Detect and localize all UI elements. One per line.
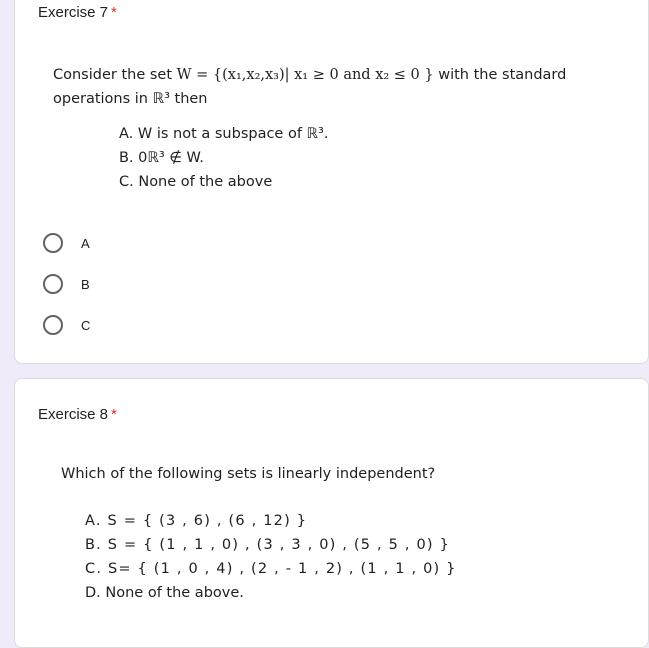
statement-a: A. W is not a subspace of ℝ³. (119, 126, 329, 142)
radio-circle-icon[interactable] (43, 233, 63, 253)
question-title: Exercise 8 * (38, 406, 117, 423)
statement-b: B. 0ℝ³ ∉ W. (119, 150, 204, 166)
radio-label-c: C (81, 317, 91, 333)
set-definition: W = {(x₁,x₂,x₃)| x₁ ≥ 0 and x₂ ≤ 0 } (176, 67, 434, 83)
radio-circle-icon[interactable] (43, 315, 63, 335)
statement-c: C. None of the above (119, 174, 273, 190)
statement-b: B. S = { (1 , 1 , 0) , (3 , 3 , 0) , (5 , 5 , 0) } (85, 537, 450, 553)
statement-c: C. S= { (1 , 0 , 4) , (2 , - 1 , 2) , (1 , 1 , 0) } (85, 561, 457, 577)
radio-circle-icon[interactable] (43, 274, 63, 294)
statement-d: D. None of the above. (85, 585, 244, 601)
question-card-exercise-8 (14, 378, 649, 648)
radio-option-b[interactable] (43, 272, 90, 296)
radio-label-a: A (81, 235, 90, 251)
required-asterisk: * (111, 4, 117, 21)
radio-option-a[interactable] (43, 231, 90, 255)
radio-option-c[interactable] (43, 313, 90, 337)
question-title: Exercise 7 * (38, 4, 117, 21)
question-card-exercise-7 (14, 0, 649, 364)
question-prompt: Consider the set W = {(x₁,x₂,x₃)| x₁ ≥ 0 and x₂ ≤ 0 } with the standard operations in ℝ³ then (53, 67, 567, 107)
question-prompt: Which of the following sets is linearly independent? (61, 466, 436, 482)
statement-a: A. S = { (3 , 6) , (6 , 12) } (85, 513, 308, 529)
required-asterisk: * (111, 406, 117, 423)
radio-label-b: B (81, 276, 90, 292)
